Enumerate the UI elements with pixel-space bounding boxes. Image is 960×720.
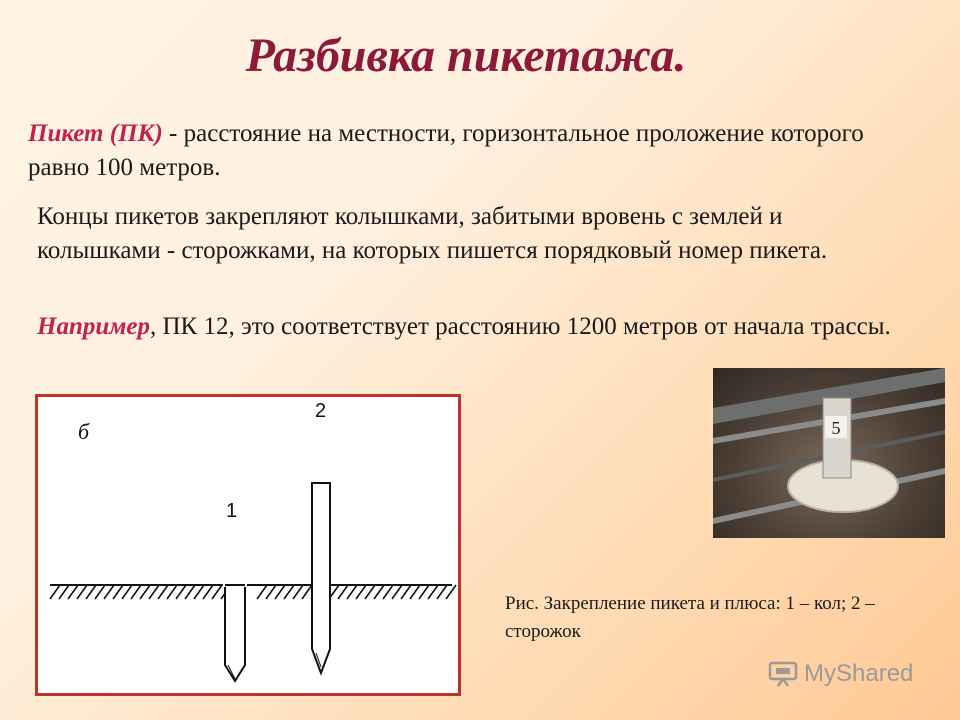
- diagram-label-2: 2: [315, 400, 327, 422]
- watermark-text: MyShared: [804, 660, 914, 687]
- ground-line: [50, 585, 456, 599]
- stake-1: [223, 579, 247, 681]
- definition: [28, 117, 928, 185]
- stake-diagram: [35, 394, 461, 696]
- watermark: [768, 658, 913, 690]
- photo-picket-marker: [713, 368, 945, 538]
- diagram-letter: б: [78, 419, 90, 444]
- definition-term: Пикет (ПК): [28, 120, 163, 147]
- definition-text: - расстояние на местности, горизонтальное проложение которого равно 100 метров.: [28, 120, 864, 181]
- example: [37, 310, 942, 344]
- marker-number: 5: [831, 418, 841, 438]
- figure-caption: Рис. Закрепление пикета и плюса: 1 – кол; 2 – сторожок: [505, 593, 875, 642]
- example-lead: Например: [37, 313, 150, 340]
- presentation-icon: [768, 661, 798, 687]
- slide-title: Разбивка пикетажа.: [245, 29, 687, 82]
- paragraph: Концы пикетов закрепляют колышками, забитыми вровень с землей и колышками - сторожками, на которых пишется порядковый номер пикета.: [37, 203, 828, 264]
- stake-2: [312, 483, 330, 673]
- diagram-label-1: 1: [226, 500, 238, 522]
- example-text: , ПК 12, это соответствует расстоянию 1200 метров от начала трассы.: [149, 313, 891, 340]
